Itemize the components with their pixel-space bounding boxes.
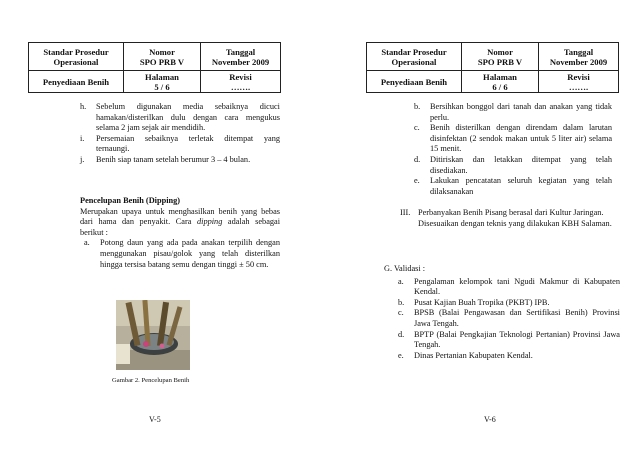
revisi-value: ……. bbox=[230, 81, 251, 92]
subject-cell: Penyediaan Benih bbox=[29, 71, 124, 93]
list-text: Benih disterilkan dengan direndam dalam larutan disinfektan (2 sendok makan untuk 5 liter air) selama 15 menit. bbox=[430, 123, 612, 154]
nomor-label: Nomor bbox=[149, 46, 175, 57]
list-item bbox=[414, 123, 612, 155]
intro-end: adalah sebagai berikut : bbox=[80, 217, 281, 237]
list-item bbox=[398, 308, 620, 329]
nomor-value: SPO PRB V bbox=[139, 56, 185, 67]
sop-title: Standar Prosedur Operasional bbox=[367, 43, 462, 71]
list-marker: b. bbox=[414, 102, 421, 111]
tanggal-label: Tanggal bbox=[563, 46, 594, 57]
list-marker: i. bbox=[80, 133, 85, 143]
tanggal-cell bbox=[539, 43, 619, 71]
nomor-cell bbox=[124, 43, 201, 71]
list-item bbox=[398, 277, 620, 298]
halaman-cell bbox=[462, 71, 539, 93]
list-marker: III. bbox=[400, 208, 411, 217]
dipping-word: dipping bbox=[196, 217, 223, 227]
revisi-value: ……. bbox=[568, 81, 589, 92]
list-marker: a. bbox=[398, 276, 404, 286]
left-list-top bbox=[80, 102, 280, 166]
right-page bbox=[320, 0, 640, 452]
tanggal-cell bbox=[201, 43, 281, 71]
list-marker: d. bbox=[414, 154, 421, 164]
section-iii bbox=[400, 208, 614, 229]
validasi-section bbox=[384, 264, 620, 361]
list-text: Bersihkan bonggol dari tanah dan anakan yang tidak perlu. bbox=[430, 102, 612, 122]
list-text: Potong daun yang ada pada anakan terpilih dengan menggunakan pisau/golok yang telah disterilkan hingga tersisa batang semu dengan tinggi ± 50 cm. bbox=[100, 238, 280, 269]
list-item bbox=[398, 298, 620, 309]
list-text: Lakukan pencatatan seluruh kegiatan yang telah dilaksanakan bbox=[430, 176, 612, 196]
revisi-label: Revisi bbox=[567, 71, 590, 82]
list-text: Ditiriskan dan letakkan ditempat yang telah disediakan. bbox=[430, 154, 612, 175]
right-header-table bbox=[366, 42, 619, 93]
list-text: Sebelum digunakan media sebaiknya dicuci hamakan/disterilkan dulu dengan cara mengukus selama 2 jam sejak air mendidih. bbox=[96, 102, 280, 133]
revisi-cell bbox=[201, 71, 281, 93]
list-item bbox=[80, 155, 280, 166]
tanggal-value: November 2009 bbox=[549, 56, 608, 67]
validasi-list bbox=[384, 277, 620, 362]
list-marker: b. bbox=[398, 297, 405, 307]
dipping-section bbox=[80, 196, 280, 270]
intro-text: Merupakan upaya untuk menghasilkan benih yang bebas dari hama dan penyakit. Cara bbox=[80, 206, 280, 227]
section-intro bbox=[80, 207, 280, 239]
list-marker: e. bbox=[414, 176, 420, 186]
list-text: Pengalaman kelompok tani Ngudi Makmur di Kabupaten Kendal. bbox=[414, 276, 620, 297]
dipping-photo bbox=[116, 300, 190, 370]
list-marker: c. bbox=[398, 308, 404, 318]
list-text: Pusat Kajian Buah Tropika (PKBT) IPB. bbox=[414, 297, 550, 307]
nomor-value: SPO PRB V bbox=[477, 56, 523, 67]
list-marker: e. bbox=[398, 350, 404, 360]
list-text: Persemaian sebaiknya terletak ditempat yang ternaungi. bbox=[96, 133, 280, 154]
halaman-value: 5 / 6 bbox=[154, 81, 170, 92]
halaman-value: 6 / 6 bbox=[492, 81, 508, 92]
left-header-table bbox=[28, 42, 281, 93]
list-text: Benih siap tanam setelah berumur 3 – 4 bulan. bbox=[96, 154, 251, 164]
right-list bbox=[414, 102, 612, 197]
revisi-label: Revisi bbox=[229, 71, 252, 82]
list-text: BPSB (Balai Pengawasan dan Sertifikasi Benih) Provinsi Jawa Tengah. bbox=[414, 308, 620, 328]
tanggal-label: Tanggal bbox=[225, 46, 256, 57]
page-number: V-5 bbox=[149, 415, 161, 424]
list-item bbox=[84, 238, 280, 270]
nomor-cell bbox=[462, 43, 539, 71]
list-item bbox=[80, 134, 280, 155]
page-number: V-6 bbox=[484, 415, 496, 424]
list-item bbox=[398, 330, 620, 351]
list-text: Dinas Pertanian Kabupaten Kendal. bbox=[414, 350, 533, 360]
list-marker: a. bbox=[84, 238, 90, 248]
subject-cell: Penyediaan Benih bbox=[367, 71, 462, 93]
list-text: BPTP (Balai Pengkajian Teknologi Pertanian) Provinsi Jawa Tengah. bbox=[414, 329, 620, 350]
list-item bbox=[398, 351, 620, 362]
revisi-cell bbox=[539, 71, 619, 93]
section-iii-note: Disesuaikan dengan teknis yang dilakukan KBH Salaman. bbox=[418, 218, 612, 228]
list-marker: j. bbox=[80, 154, 85, 164]
list-marker: h. bbox=[80, 102, 87, 111]
list-item bbox=[80, 102, 280, 134]
nomor-label: Nomor bbox=[487, 46, 513, 57]
halaman-label: Halaman bbox=[483, 71, 517, 82]
halaman-label: Halaman bbox=[145, 71, 179, 82]
list-item bbox=[414, 155, 612, 176]
section-title: Pencelupan Benih (Dipping) bbox=[80, 196, 181, 205]
list-text: Perbanyakan Benih Pisang berasal dari Kultur Jaringan. bbox=[418, 208, 604, 217]
list-item bbox=[400, 208, 614, 219]
halaman-cell bbox=[124, 71, 201, 93]
list-item bbox=[414, 176, 612, 197]
list-item bbox=[414, 102, 612, 123]
sop-title: Standar Prosedur Operasional bbox=[29, 43, 124, 71]
list-marker: c. bbox=[414, 123, 420, 133]
figure-caption: Gambar 2. Pencelupan Benih bbox=[112, 377, 190, 384]
validasi-title: G. Validasi : bbox=[384, 264, 426, 273]
list-marker: d. bbox=[398, 329, 405, 339]
tanggal-value: November 2009 bbox=[211, 56, 270, 67]
